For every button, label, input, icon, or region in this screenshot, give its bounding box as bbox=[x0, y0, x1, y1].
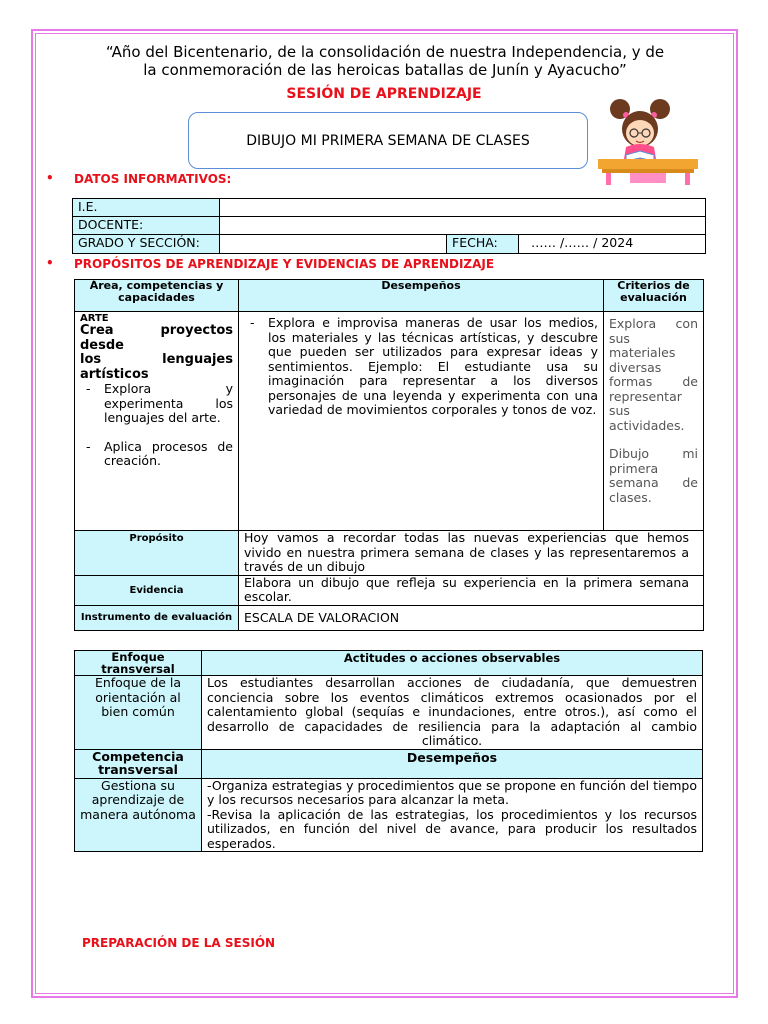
evidencia-text: Elabora un dibujo que refleja su experiencia en la primera semana escolar. bbox=[239, 575, 704, 605]
proposito-label: Propósito bbox=[75, 531, 239, 576]
year-motto-line2: la conmemoración de las heroicas batallas de Junín y Ayacucho” bbox=[143, 61, 627, 79]
competencia-name: Gestiona su aprendizaje de manera autónoma bbox=[75, 778, 202, 852]
session-topic: DIBUJO MI PRIMERA SEMANA DE CLASES bbox=[246, 132, 530, 149]
propositos-table bbox=[74, 279, 704, 631]
criterio-item: Dibujo mi primera semana de clases. bbox=[609, 446, 698, 505]
actitudes-text: Los estudiantes desarrollan acciones de ciudadanía, que demuestren conciencia sobre los eventos climáticos extremos ocasionados por el calentamiento global (sequías e inundaciones, entre otros.), así como el desarrollo de capacidades de resiliencia para la adaptación al cambio climático. bbox=[202, 676, 703, 750]
bullet-icon: • bbox=[46, 171, 54, 185]
actitudes-header: Actitudes o acciones observables bbox=[202, 651, 703, 676]
docente-value bbox=[220, 217, 706, 235]
datos-table bbox=[72, 198, 706, 254]
enfoque-name: Enfoque de la orientación al bien común bbox=[75, 676, 202, 750]
desempeno-cell bbox=[239, 312, 604, 531]
capacidad-item: - Explora y experimenta los lenguajes del arte. bbox=[104, 382, 233, 426]
fecha-value: …… /…… / 2024 bbox=[519, 235, 706, 254]
fecha-label: FECHA: bbox=[447, 235, 519, 254]
grado-label: GRADO Y SECCIÓN: bbox=[73, 235, 220, 254]
competencia-header: Competencia transversal bbox=[75, 749, 202, 778]
section-propositos-heading: PROPÓSITOS DE APRENDIZAJE Y EVIDENCIAS DE APRENDIZAJE bbox=[74, 257, 495, 271]
instrumento-label: Instrumento de evaluación bbox=[75, 605, 239, 630]
area-name: ARTE bbox=[80, 313, 109, 324]
ie-label: I.E. bbox=[73, 199, 220, 217]
col-header-desempenos: Desempeños bbox=[239, 280, 604, 312]
bullet-icon: • bbox=[46, 256, 54, 270]
year-motto bbox=[60, 43, 710, 79]
year-motto-line1: “Año del Bicentenario, de la consolidación de nuestra Independencia, y de bbox=[105, 43, 665, 61]
section-datos-heading: DATOS INFORMATIVOS: bbox=[74, 172, 232, 186]
enfoque-header: Enfoque transversal bbox=[75, 651, 202, 676]
area-cell bbox=[75, 312, 239, 531]
desempenos-header: Desempeños bbox=[202, 749, 703, 778]
competencia-line1: Crea proyectos desde bbox=[80, 323, 233, 353]
proposito-text: Hoy vamos a recordar todas las nuevas experiencias que hemos vivido en nuestra primera semana de clases y las representaremos a través de un dibujo bbox=[239, 531, 704, 576]
desempeno-line: -Organiza estrategias y procedimientos que se propone en función del tiempo y los recursos necesarios para alcanzar la meta. bbox=[207, 777, 697, 807]
desempeno-item: - Explora e improvisa maneras de usar los medios, los materiales y las técnicas artísticas, y descubre que pueden ser utilizados para expresar ideas y sentimientos. Ejemplo: El estudiante usa su imaginación para representar a los diversos personajes de una leyenda y experimenta con una variedad de movimientos corporales y tonos de voz. bbox=[268, 316, 598, 418]
preparacion-heading: PREPARACIÓN DE LA SESIÓN bbox=[82, 936, 276, 950]
criterio-item: Explora con sus materiales diversas formas de representar sus actividades. bbox=[609, 316, 698, 433]
page-title: SESIÓN DE APRENDIZAJE bbox=[286, 86, 482, 102]
competencia-desempenos bbox=[202, 778, 703, 852]
evidencia-label: Evidencia bbox=[75, 575, 239, 605]
instrumento-text: ESCALA DE VALORACION bbox=[239, 605, 704, 630]
competencia-line2: los lenguajes artísticos bbox=[80, 352, 233, 382]
capacidad-item: - Aplica procesos de creación. bbox=[104, 440, 233, 469]
col-header-criterios: Criterios de evaluación bbox=[604, 280, 704, 312]
grado-value bbox=[220, 235, 447, 254]
ie-value bbox=[220, 199, 706, 217]
docente-label: DOCENTE: bbox=[73, 217, 220, 235]
session-topic-box bbox=[188, 112, 588, 169]
criterios-cell bbox=[604, 312, 704, 531]
transversal-table bbox=[74, 650, 703, 852]
girl-studying-at-desk-icon bbox=[590, 95, 704, 187]
col-header-area: Área, competencias y capacidades bbox=[75, 280, 239, 312]
desempeno-line: -Revisa la aplicación de las estrategias, los procedimientos y los recursos utilizados, en función del nivel de avance, para producir los resultados esperados. bbox=[207, 806, 697, 851]
